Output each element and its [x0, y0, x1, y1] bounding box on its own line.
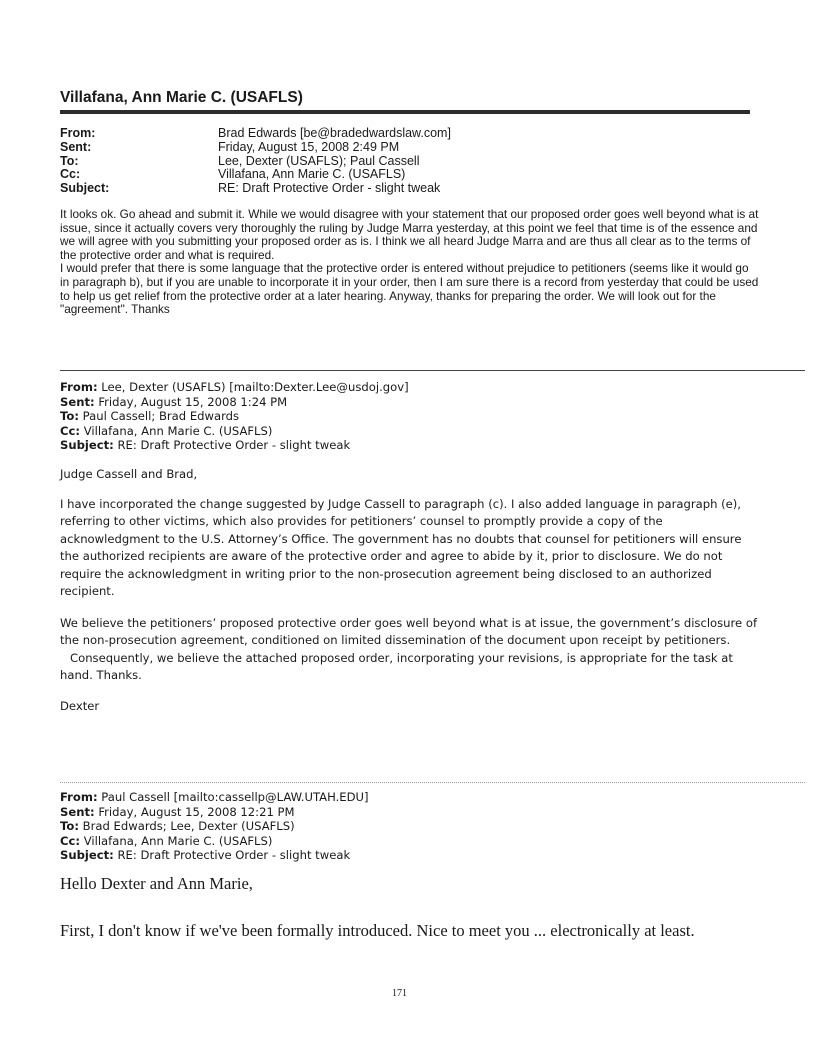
to-value: Lee, Dexter (USAFLS); Paul Cassell: [218, 153, 420, 168]
email3-subject: Subject: RE: Draft Protective Order - slight tweak: [60, 848, 351, 863]
email3-from: From: Paul Cassell [mailto:cassellp@LAW.UTAH.EDU]: [60, 790, 369, 804]
header-row-cc: [60, 168, 451, 182]
email2-paragraph: I have incorporated the change suggested by Judge Cassell to paragraph (c). I also added language in paragraph (e), referring to other victims, which also provides for petitioners’ counsel to promptly provide a copy of the acknowledgment to the U.S. Attorney’s Office. The government has no doubts that counsel for petitioners will ensure the authorized recipients are aware of the protective order and agree to abide by it, prior to disclosure. We do not require the acknowledgment in writing prior to the non-prosecution agreement being disclosed to an authorized recipient.: [60, 496, 742, 599]
from-value: Brad Edwards [be@bradedwardslaw.com]: [218, 126, 451, 140]
email2-paragraph: Consequently, we believe the attached proposed order, incorporating your revisions, is appropriate for the task at hand. Thanks.: [60, 650, 733, 683]
email2: [60, 380, 760, 713]
email3-line: First, I don't know if we've been formally introduced. Nice to meet you ... electronically at least.: [60, 921, 695, 940]
email3: [60, 790, 760, 863]
email1-paragraph: It looks ok. Go ahead and submit it. While we would disagree with your statement that our proposed order goes well beyond what is at issue, since it actually covers very thoroughly the ruling by Judge Marra yesterday, at this point we feel that time is of the essence and we will agree with you submitting your proposed order as is. I think we all heard Judge Marra and are thus all clear as to the terms of the protective order and what is required.: [60, 207, 759, 262]
sent-label: Sent:: [60, 139, 92, 154]
from-label: From:: [60, 126, 96, 140]
subject-label: Subject:: [60, 181, 110, 196]
email1-body: [60, 208, 760, 317]
email-separator: [60, 370, 805, 371]
email1-paragraph: I would prefer that there is some language that the protective order is entered without prejudice to petitioners (seems like it would go in paragraph b), but if you are unable to incorporate it in your order, then I am sure there is a record from yesterday that could be used to help us get relief from the protective order at a later hearing. Anyway, thanks for preparing the order. We will look out for the "agreement". Thanks: [60, 261, 759, 317]
cc-value: Villafana, Ann Marie C. (USAFLS): [218, 167, 406, 182]
title-rule: [60, 110, 750, 114]
email3-cc: Cc: Villafana, Ann Marie C. (USAFLS): [60, 833, 273, 848]
email2-from: From: Lee, Dexter (USAFLS) [mailto:Dexter.Lee@usdoj.gov]: [60, 380, 409, 394]
cc-label: Cc:: [60, 167, 81, 182]
email2-sent: Sent: Friday, August 15, 2008 1:24 PM: [60, 394, 288, 409]
email3-sent: Sent: Friday, August 15, 2008 12:21 PM: [60, 804, 295, 819]
email-separator: [60, 782, 805, 783]
email2-to: To: Paul Cassell; Brad Edwards: [60, 409, 240, 424]
email3-greeting: Hello Dexter and Ann Marie,: [60, 874, 253, 893]
email2-greeting: Judge Cassell and Brad,: [60, 466, 198, 481]
subject-value: RE: Draft Protective Order - slight tweak: [218, 181, 441, 196]
sent-value: Friday, August 15, 2008 2:49 PM: [218, 139, 400, 154]
header-row-subject: [60, 182, 451, 196]
header-row-from: [60, 127, 451, 141]
page-number: 171: [392, 988, 407, 999]
email3-to: To: Brad Edwards; Lee, Dexter (USAFLS): [60, 819, 295, 834]
email2-cc: Cc: Villafana, Ann Marie C. (USAFLS): [60, 423, 273, 438]
email2-paragraph: We believe the petitioners’ proposed protective order goes well beyond what is at issue, the government’s disclosure of the non-prosecution agreement, conditioned on limited dissemination of the document upon receipt by petitioners.: [60, 615, 758, 648]
header-fields: [60, 127, 451, 196]
header-row-to: [60, 155, 451, 169]
email2-subject: Subject: RE: Draft Protective Order - slight tweak: [60, 438, 351, 453]
email2-signoff: Dexter: [60, 698, 100, 713]
document-title: Villafana, Ann Marie C. (USAFLS): [60, 89, 303, 106]
to-label: To:: [60, 153, 79, 168]
header-row-sent: [60, 141, 451, 155]
